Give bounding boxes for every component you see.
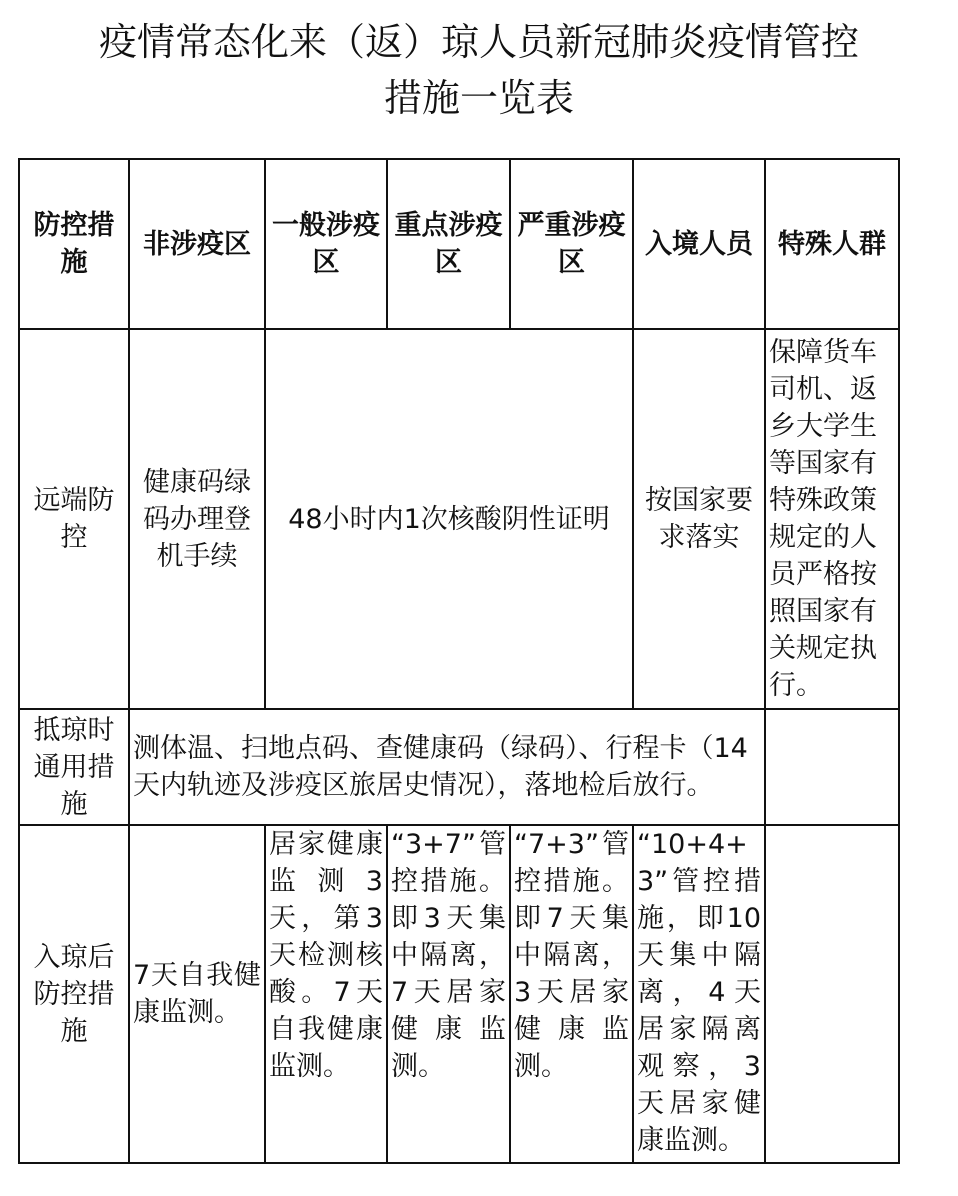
- cell-after-general: 居家健康监测3天，第3天检测核酸。7天自我健康监测。: [265, 825, 387, 1163]
- cell-arrival-special: [765, 709, 899, 825]
- table-row-after-entry: [19, 825, 899, 1163]
- header-measures: 防控措施: [19, 159, 129, 329]
- cell-after-non-risk: 7天自我健康监测。: [129, 825, 265, 1163]
- header-key-risk-area: 重点涉疫区: [387, 159, 510, 329]
- table-row-arrival: [19, 709, 899, 825]
- cell-after-severe: “7+3”管控措施。即7天集中隔离，3天居家健康监测。: [510, 825, 633, 1163]
- header-non-risk-area: 非涉疫区: [129, 159, 265, 329]
- measures-table: [18, 158, 900, 1164]
- cell-after-special: [765, 825, 899, 1163]
- table-row-remote: [19, 329, 899, 709]
- row-label-after-entry: 入琼后防控措施: [19, 825, 129, 1163]
- row-label-arrival: 抵琼时通用措施: [19, 709, 129, 825]
- cell-arrival-common: 测体温、扫地点码、查健康码（绿码）、行程卡（14天内轨迹及涉疫区旅居史情况），落地检后放行。: [129, 709, 765, 825]
- cell-remote-risk-areas: 48小时内1次核酸阴性证明: [265, 329, 633, 709]
- row-label-remote: 远端防控: [19, 329, 129, 709]
- header-general-risk-area: 一般涉疫区: [265, 159, 387, 329]
- title-line-2: 措施一览表: [383, 76, 574, 120]
- cell-after-key: “3+7”管控措施。即3天集中隔离，7天居家健康监测。: [387, 825, 510, 1163]
- header-severe-risk-area: 严重涉疫区: [510, 159, 633, 329]
- title-line-1: 疫情常态化来（返）琼人员新冠肺炎疫情管控: [98, 20, 859, 64]
- cell-after-inbound: “10+4+3”管控措施，即10天集中隔离，4天居家隔离观察，3天居家健康监测。: [633, 825, 765, 1163]
- cell-remote-inbound: 按国家要求落实: [633, 329, 765, 709]
- page-title: [0, 14, 958, 126]
- cell-remote-special: 保障货车司机、返乡大学生等国家有特殊政策规定的人员严格按照国家有关规定执行。: [765, 329, 899, 709]
- header-row: [19, 159, 899, 329]
- header-inbound-travelers: 入境人员: [633, 159, 765, 329]
- cell-remote-non-risk: 健康码绿码办理登机手续: [129, 329, 265, 709]
- header-special-groups: 特殊人群: [765, 159, 899, 329]
